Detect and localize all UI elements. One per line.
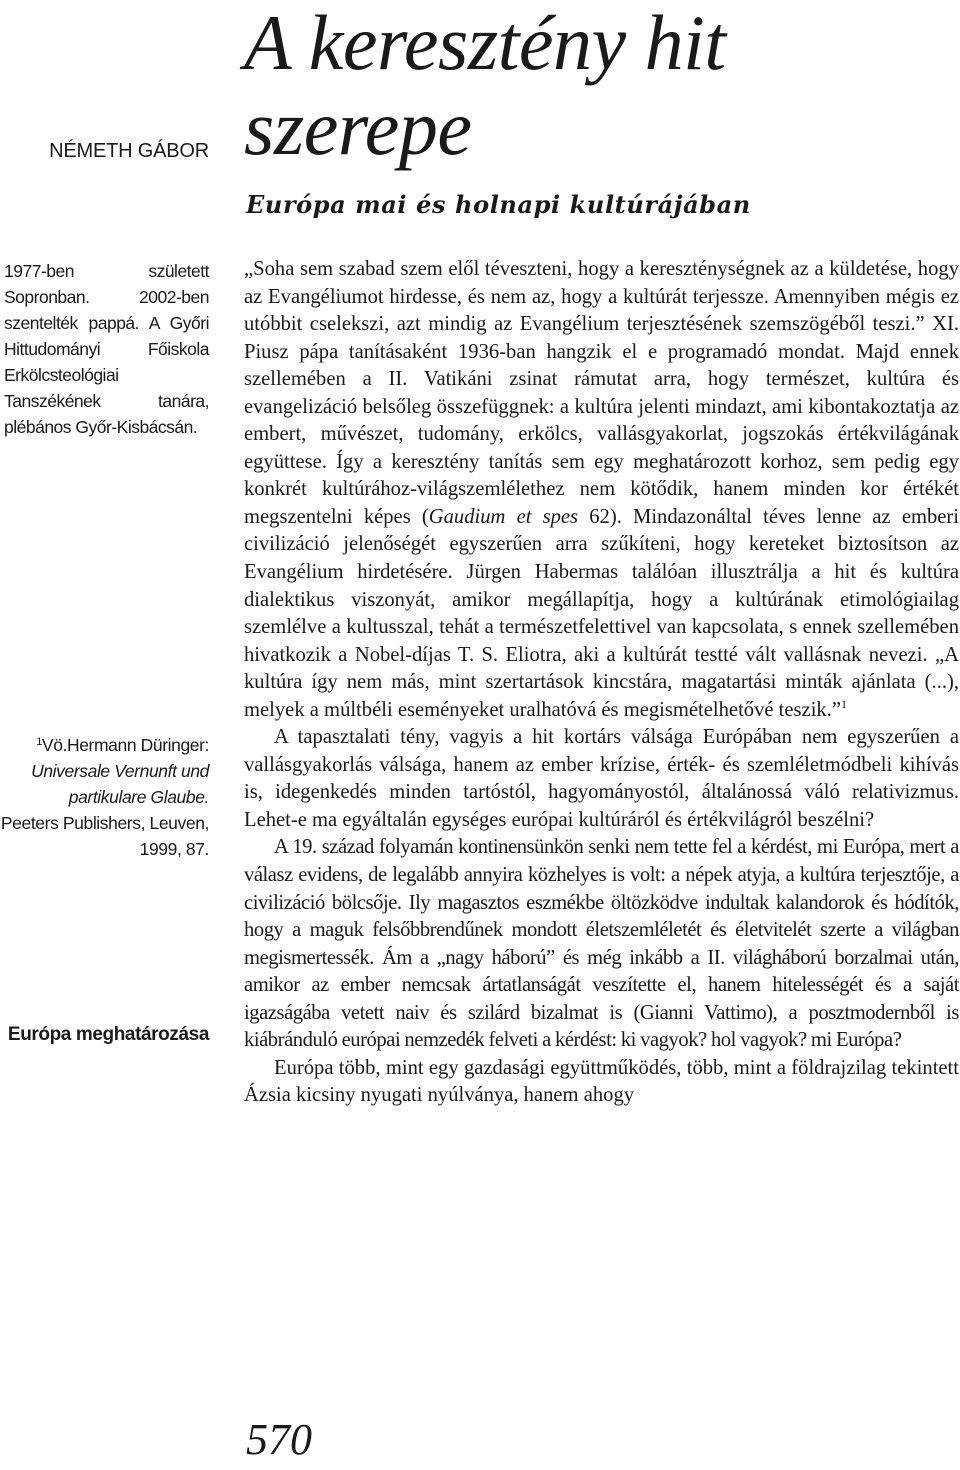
article-body — [244, 256, 959, 1110]
footnote-reference: 1 — [841, 696, 847, 711]
citation-title: Gaudium et spes — [428, 505, 579, 528]
footnote-marker: 1 — [36, 736, 42, 748]
author-name: NÉMETH GÁBOR — [49, 140, 209, 162]
footnote-book-title: Universale Vernunft und partikulare Glaube. — [31, 761, 209, 807]
page-number: 570 — [246, 1415, 312, 1464]
author-bio: 1977-ben született Sopronban. 2002-ben szentelték pappá. A Győri Hittudományi Főiskola Erkölcsteológiai Tanszékének tanára, plébános Győr-Kisbácsán. — [4, 261, 209, 437]
paragraph-3: A 19. század folyamán kontinensünkön senki nem tette fel a kérdést, mi Európa, mert a válasz evidens, de legalább annyira közhelyes is volt: a népek atyja, a kultúra terjesztője, a civilizáció bölcsője. Ily magasztos eszmékbe öltözködve indultak kalandorok és hódítók, hogy a maguk felsőbbrendűnek mondott életszemléletét és életvitelét szerte a világban megismertessék. Ám a „nagy háború” és még inkább a II. világháború borzalmai után, amikor az ember nemcsak ártatlanságát veszítette el, hanem hitelességét és a saját igazságába vetett naiv és szilárd bizalmat is (Gianni Vattimo), a posztmodernből is kiábránduló európai nemzedék felveti a kérdést: ki vagyok? hol vagyok? mi Európa? — [244, 836, 959, 1052]
paragraph-1 — [244, 256, 959, 724]
paragraph-1-text-a: „Soha sem szabad szem elől téveszteni, hogy a kereszténységnek az a küldetése, hogy az Evangéliumot hirdesse, és nem az, hogy a kultúrát terjessze. Amennyiben mégis ez utóbbit cselekszi, azt mindig az Evangélium terjesztésének szemszögéből teszi.” XI. Piusz pápa tanításaként 1936-ban hangzik el e programadó mondat. Majd ennek szellemében a II. Vatikáni zsinat rámutat arra, hogy természet, kultúra és evangelizáció belsőleg összefüggnek: a kultúra jelenti mindazt, ami kibontakoztatja az embert, művészet, tudomány, erkölcs, vallásgyakorlat, jogszokás értékvilágának együttese. Így a keresztény tanítás sem egy meghatározott korhoz, sem pedig egy konkrét kultúrához-világszemlélethez nem kötődik, hanem minden kor értékét megszentelni képes ( — [244, 258, 959, 528]
paragraph-1-text-b: 62). Mindazonáltal téves lenne az emberi civilizáció jelenőségét egyszerűen arra szűkíteni, hogy kereteket biztosítson az Evangélium hirdetésére. Jürgen Habermas találóan illusztrálja a hit és kultúra dialektikus viszonyát, amikor megállapítja, hogy a kultúrának etimológiailag szemlélve a kultusszal, tehát a természetfelettivel van kapcsolata, s ennek szellemében hivatkozik a Nobel-díjas T. S. Eliotra, aki a kultúrát testté vált vallásnak nevezi. „A kultúra így nem más, mint szertartások kincstára, magatartási minták ajánlata (...), melyek a múltbéli eseményeket uralhatóvá és megismételhetővé teszik.” — [244, 505, 960, 721]
article-subtitle: Európa mai és holnapi kultúrájában — [246, 190, 751, 219]
paragraph-4: Európa több, mint egy gazdasági együttműködés, több, mint a földrajzilag tekintett Ázsia kicsiny nyugati nyúlványa, hanem ahogy — [244, 1056, 959, 1107]
section-heading: Európa meghatározása — [7, 1024, 209, 1045]
paragraph-2: A tapasztalati tény, vagyis a hit kortárs válsága Európában nem egyszerűen a vallásgyakorlás válsága, hanem az ember krízise, érték- és szemléletmódbeli kihívás is, idegenkedés minden tartóstól, hagyományostól, általánossá váló relativizmus. Lehet-e ma egyáltalán egységes európai kultúráról és értékvilágról beszélni? — [244, 726, 959, 831]
article-title: A keresztény hit szerepe — [244, 0, 726, 171]
footnote — [0, 732, 209, 862]
footnote-lead: Vö.Hermann Düringer: — [41, 735, 209, 755]
footnote-publisher: Peeters Publishers, Leuven, 1999, 87. — [0, 813, 209, 859]
